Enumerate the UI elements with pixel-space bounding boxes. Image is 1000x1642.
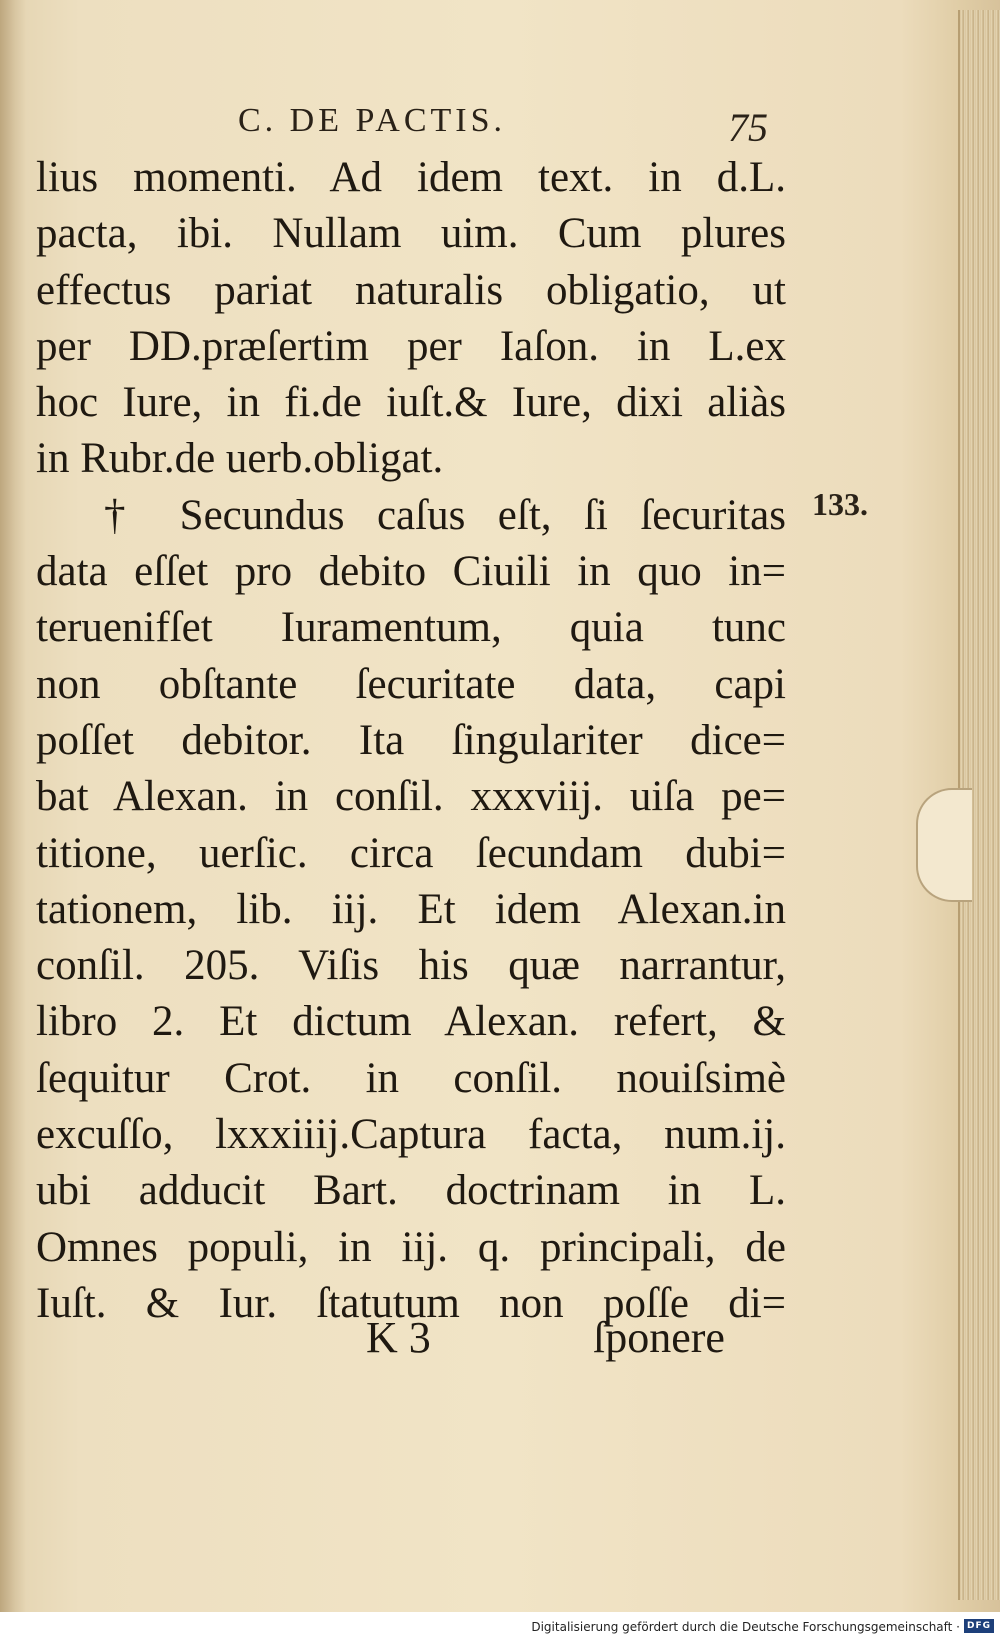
running-title: C. DE PACTIS. (238, 102, 507, 139)
direction-line (0, 1312, 1000, 1372)
digitization-footer (0, 1612, 1000, 1642)
text-line: data eſſet pro debito Ciuili in quo in= (36, 548, 786, 596)
page-header (0, 102, 1000, 152)
text-line: ubi adducit Bart. doctrinam in L. (36, 1167, 786, 1215)
text-line: titione, uerſic. circa ſecundam dubi= (36, 829, 786, 877)
text-line: teruenifſet Iuramentum, quia tunc (36, 604, 786, 652)
text-line: poſſet debitor. Ita ſingulariter dice= (36, 716, 786, 764)
catchword: ſponere (593, 1313, 725, 1362)
text-line: in Rubr.de uerb.obligat. (36, 435, 444, 483)
text-line: libro 2. Et dictum Alexan. refert, & (36, 998, 786, 1046)
funding-credit: Digitalisierung gefördert durch die Deutsche Forschungsgemeinschaft · (531, 1620, 960, 1634)
signature-mark: K 3 (366, 1313, 431, 1362)
marginal-note: 133. (812, 486, 868, 522)
text-line: lius momenti. Ad idem text. in d.L. (36, 154, 786, 201)
text-line: per DD.præſertim per Iaſon. in L.ex (36, 322, 786, 370)
text-line: effectus pariat naturalis obligatio, ut (36, 266, 786, 314)
text-line: hoc Iure, in fi.de iuſt.& Iure, dixi aliàs (36, 379, 786, 427)
text-line: non obſtante ſecuritate data, capi (36, 660, 786, 708)
folio-number: 75 (728, 105, 768, 150)
text-line: tationem, lib. iij. Et idem Alexan.in (36, 885, 786, 933)
dfg-logo-icon: DFG (964, 1619, 994, 1633)
body-text (36, 150, 786, 1332)
text-line: † Secundus caſus eſt, ſi ſecuritas (104, 491, 786, 539)
text-line: excuſſo, lxxxiiij.Captura facta, num.ij. (36, 1111, 786, 1159)
thumb-tab (916, 788, 972, 902)
text-line: ſequitur Crot. in conſil. nouiſsimè (36, 1054, 786, 1102)
text-line: Iuſt. & Iur. ſtatutum non poſſe di= (36, 1279, 786, 1327)
text-line: conſil. 205. Viſis his quæ narrantur, (36, 942, 786, 990)
text-line: bat Alexan. in conſil. xxxviij. uiſa pe= (36, 773, 786, 821)
text-line: Omnes populi, in iij. q. principali, de (36, 1223, 786, 1271)
text-line: pacta, ibi. Nullam uim. Cum plures (36, 210, 786, 258)
